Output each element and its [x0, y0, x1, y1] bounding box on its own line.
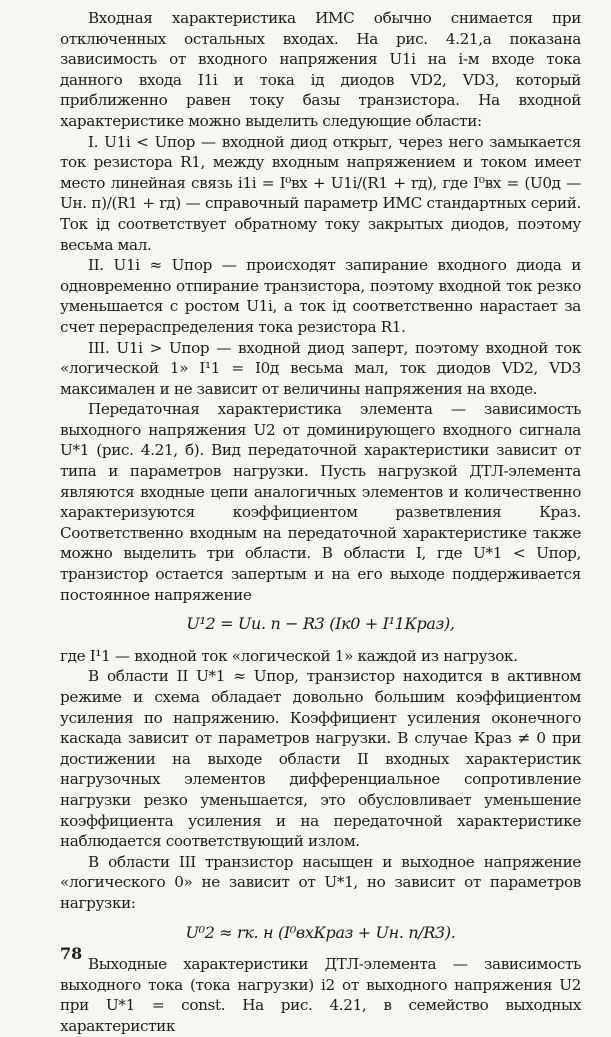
paragraph-region-2-transfer: В области II U*1 ≈ Uпор, транзистор находится в активном режиме и схема обладает довольно большим коэффициентом усиления по напряжению. Коэффициент усиления оконечного каскада зависит от параметров нагрузки. В случае Кpаз ≠ 0 при достижении на выходе области II входных характеристик нагрузочных элементов дифференциальное сопротивление нагрузки резко уменьшается, это обусловливает уменьшение коэффициента усиления и на передаточной характеристике наблюдается соответствующий излом. [60, 667, 581, 851]
paragraph-region-3-transfer: В области III транзистор насыщен и выходное напряжение «логического 0» не зависит от U*1, но зависит от параметров нагрузки: [60, 852, 581, 912]
formula-logic-one-voltage: U¹2 = Uи. п − R3 (Iк0 + I¹1Кpаз), [186, 614, 455, 634]
paragraph-region-3: III. U1i > Uпор — входной диод заперт, поэтому входной ток «логической 1» I¹1 = I0д весьма мал, ток диодов VD2, VD3 максимален и не зависит от величины напряжения на входе. [60, 338, 581, 398]
page-number: 78 [60, 944, 83, 963]
paragraph-transfer-characteristic: Передаточная характеристика элемента — зависимость выходного напряжения U2 от доминирующего входного сигнала U*1 (рис. 4.21, б). Вид передаточной характеристики зависит от типа и параметров нагрузки. Пусть нагрузкой ДТЛ-элемента являются входные цепи аналогичных элементов и количественно характеризуются коэффициентом разветвления Кpаз. Соответственно входным на передаточной характеристике также можно выделить три области. В области I, где U*1 < Uпор, транзистор остается запертым и на его выходе поддерживается постоянное напряжение [60, 400, 581, 604]
paragraph-formula-note: где I¹1 — входной ток «логической 1» каждой из нагрузок. [60, 646, 518, 665]
paragraph-output-characteristics: Выходные характеристики ДТЛ-элемента — зависимость выходного тока (тока нагрузки) i2 от выходного напряжения U2 при U*1 = const. На рис. 4.21, в семейство выходных характеристик [60, 955, 581, 1035]
formula-logic-zero-voltage: U⁰2 ≈ rк. н (I⁰вхКраз + Uн. п/R3). [185, 922, 456, 942]
paragraph-region-2: II. U1i ≈ Uпор — происходят запирание входного диода и одновременно отпирание транзистора, поэтому входной ток резко уменьшается с ростом U1i, а ток iд соответственно нарастает за счет перераспределения тока резистора R1. [60, 256, 581, 336]
paragraph-region-1: I. U1i < Uпор — входной диод открыт, через него замыкается ток резистора R1, между входным напряжением и током имеет место линейная связь i1i = I⁰вх + U1i/(R1 + rд), где I⁰вх = (U0д — Uн. п)/(R1 + rд) — справочный параметр ИМС стандартных серий. Ток iд соответствует обратному току закрытых диодов, поэтому весьма мал. [60, 132, 581, 254]
paragraph-input-characteristic: Входная характеристика ИМС обычно снимается при отключенных остальных входах. На рис. 4.21,а показана зависимость от входного напряжения U1i на i-м входе тока данного входа I1i и тока iд диодов VD2, VD3, который приближенно равен току базы транзистора. На входной характеристике можно выделить следующие области: [60, 9, 581, 130]
body-text [60, 8, 581, 1037]
